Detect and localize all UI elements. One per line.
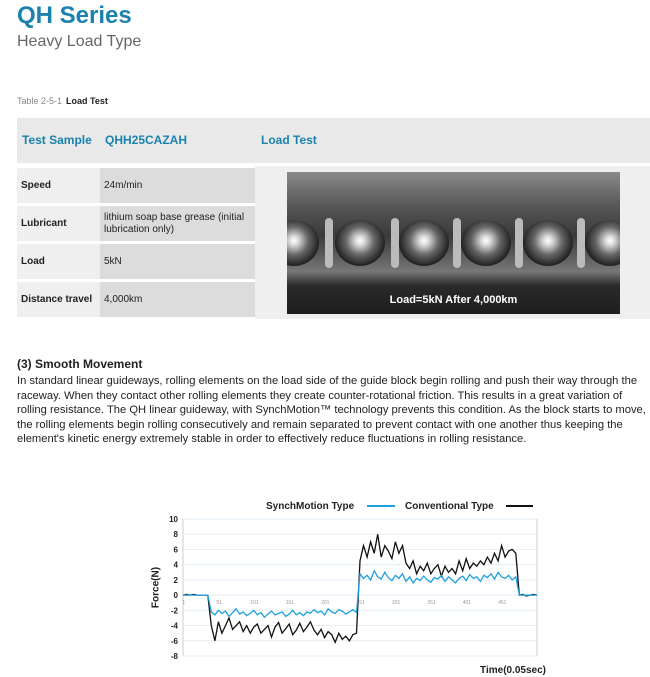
- y-tick-label: -4: [170, 621, 178, 631]
- ball: [461, 220, 511, 266]
- page-title: QH Series: [17, 2, 132, 29]
- row-value: 5kN: [100, 244, 255, 279]
- ball: [287, 220, 319, 266]
- ball: [523, 220, 573, 266]
- force-chart: [150, 495, 550, 677]
- row-label: Speed: [17, 168, 100, 203]
- table-row: [17, 244, 255, 279]
- table-caption: [17, 96, 108, 106]
- table-row: [17, 168, 255, 203]
- y-tick-label: 10: [169, 515, 178, 524]
- ball: [399, 220, 449, 266]
- legend-label: SynchMotion Type: [266, 501, 355, 512]
- x-tick-label: 301: [391, 600, 401, 607]
- x-tick-label: 51: [216, 600, 222, 607]
- plot-frame: [183, 519, 537, 656]
- section-heading: (3) Smooth Movement: [17, 357, 143, 371]
- y-tick-label: 4: [173, 560, 178, 570]
- y-tick-label: -8: [170, 652, 178, 661]
- retainer: [515, 218, 523, 268]
- row-label: Load: [17, 244, 100, 279]
- y-tick-label: 0: [173, 591, 178, 601]
- y-tick-label: 8: [173, 530, 178, 540]
- row-label: Lubricant: [17, 206, 100, 241]
- header-load-test: Load Test: [261, 133, 317, 147]
- row-value: 24m/min: [100, 168, 255, 203]
- x-tick-label: 451: [498, 600, 507, 607]
- y-tick-label: -6: [170, 636, 178, 646]
- x-tick-label: 351: [427, 600, 436, 607]
- photo-caption: Load=5kN After 4,000km: [389, 294, 518, 306]
- ball: [335, 220, 385, 266]
- retainer: [391, 218, 399, 268]
- x-tick-label: 401: [462, 600, 472, 607]
- row-label: Distance travel: [17, 282, 100, 317]
- legend-label: Conventional Type: [405, 501, 494, 512]
- caption-title: Load Test: [66, 96, 108, 106]
- x-tick-label: 201: [321, 600, 330, 607]
- x-tick-label: 101: [250, 600, 259, 607]
- retainer: [325, 218, 333, 268]
- table-header: [17, 118, 650, 163]
- series-line-conventional: [183, 534, 537, 642]
- page-subtitle: Heavy Load Type: [17, 33, 142, 50]
- y-tick-label: -2: [170, 606, 178, 616]
- x-tick-label: 251: [356, 600, 365, 607]
- retainer: [577, 218, 585, 268]
- header-model: QHH25CAZAH: [105, 133, 188, 147]
- caption-number: Table 2-5-1: [17, 96, 63, 106]
- header-test-sample: Test Sample: [22, 133, 92, 147]
- table-row: [17, 206, 255, 241]
- section-body: In standard linear guideways, rolling elements on the load side of the guide block begin rolling and push their way through the raceway. When they contact other rolling elements they create counter-rotational friction. This results in a great variation of rolling resistance. The QH linear guideway, with SynchMotion™ technology prevents this condition. As the block starts to move, the rolling elements begin rolling consecutively and remain separated to prevent contact with one another thus keeping the element's kinetic energy extremely stable in order to effectively reduce fluctuations in rolling resistance.: [17, 375, 646, 446]
- y-tick-label: 6: [173, 545, 178, 555]
- retainer: [453, 218, 461, 268]
- x-tick-label: 151: [285, 600, 295, 607]
- y-axis-label: Force(N): [150, 566, 162, 609]
- row-value: 4,000km: [100, 282, 255, 317]
- row-value: lithium soap base grease (initial lubrication only): [100, 206, 255, 241]
- x-axis-label: Time(0.05sec): [480, 665, 546, 676]
- ball: [585, 220, 620, 266]
- table-row: [17, 282, 255, 317]
- x-tick-label: 1: [182, 600, 186, 607]
- y-tick-label: 2: [173, 575, 178, 585]
- load-test-photo: [287, 172, 620, 314]
